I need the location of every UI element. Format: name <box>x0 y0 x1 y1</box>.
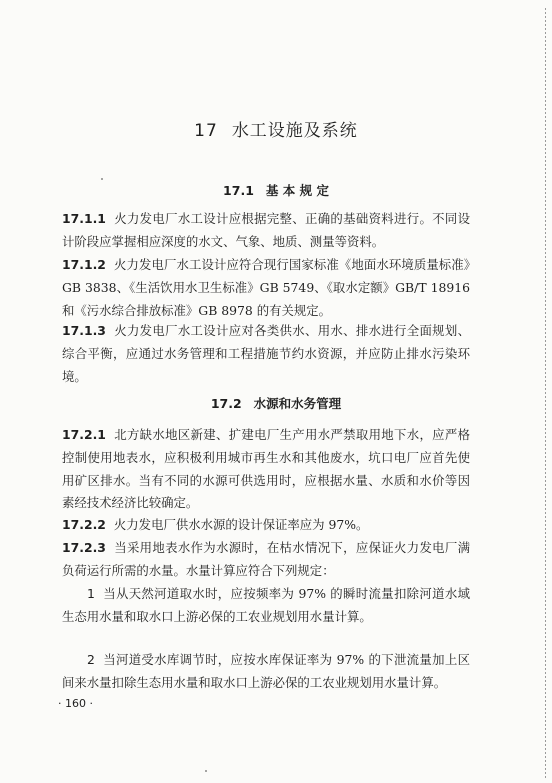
page-number: · 160 · <box>58 697 93 710</box>
clause-number: 17.1.3 <box>62 323 106 338</box>
clause-text: 当采用地表水作为水源时，在枯水情况下，应保证火力发电厂满负荷运行所需的水量。水量计算应符合下列规定： <box>62 540 470 578</box>
clause-text: 北方缺水地区新建、扩建电厂生产用水严禁取用地下水，应严格控制使用地表水，应积极利用城市再生水和其他废水，坑口电厂应首先使用矿区排水。当有不同的水源可供选用时，应根据水量、水质和水价等因素经技术经济比较确定。 <box>62 427 470 511</box>
clause-number: 17.2.1 <box>62 427 106 442</box>
list-item-1 <box>62 583 470 629</box>
clause-17-1-3 <box>62 320 470 388</box>
item-text: 当河道受水库调节时，应按水库保证率为 97% 的下泄流量加上区间来水量扣除生态用水量和取水口上游必保的工农业规划用水量计算。 <box>62 652 470 690</box>
chapter-heading <box>0 116 552 141</box>
section-heading-17-1 <box>0 181 552 199</box>
clause-number: 17.2.3 <box>62 540 106 555</box>
clause-17-2-2 <box>62 514 470 537</box>
item-number: 2 <box>87 652 95 667</box>
clause-17-1-1 <box>62 208 470 254</box>
clause-text: 火力发电厂供水水源的设计保证率应为 97%。 <box>113 517 369 532</box>
section-number: 17.2 <box>210 396 242 411</box>
clause-number: 17.2.2 <box>62 517 106 532</box>
clause-number: 17.1.1 <box>62 211 106 226</box>
chapter-number: 17 <box>194 121 218 141</box>
scan-speck <box>101 178 103 180</box>
section-number: 17.1 <box>223 183 254 198</box>
section-title: 基 本 规 定 <box>265 183 329 198</box>
clause-17-1-2 <box>62 254 470 322</box>
clause-text: 火力发电厂水工设计应对各类供水、用水、排水进行全面规划、综合平衡，应通过水务管理和工程措施节约水资源，并应防止排水污染环境。 <box>62 323 470 384</box>
clause-text: 火力发电厂水工设计应根据完整、正确的基础资料进行。不同设计阶段应掌握相应深度的水文、气象、地质、测量等资料。 <box>62 211 470 249</box>
list-item-2 <box>62 649 470 695</box>
clause-text: 火力发电厂水工设计应符合现行国家标准《地面水环境质量标准》GB 3838、《生活饮用水卫生标准》GB 5749、《取水定额》GB/T 18916 和《污水综合排放标准》GB 8978 的有关规定。 <box>62 257 470 318</box>
clause-17-2-1 <box>62 424 470 515</box>
clause-number: 17.1.2 <box>62 257 106 272</box>
chapter-title: 水工设施及系统 <box>231 121 358 141</box>
item-text: 当从天然河道取水时，应按频率为 97% 的瞬时流量扣除河道水域生态用水量和取水口上游必保的工农业规划用水量计算。 <box>62 586 470 624</box>
clause-17-2-3 <box>62 537 470 583</box>
item-number: 1 <box>87 586 95 601</box>
section-title: 水源和水务管理 <box>253 396 342 411</box>
section-heading-17-2 <box>0 394 552 412</box>
scan-speck <box>205 770 207 772</box>
